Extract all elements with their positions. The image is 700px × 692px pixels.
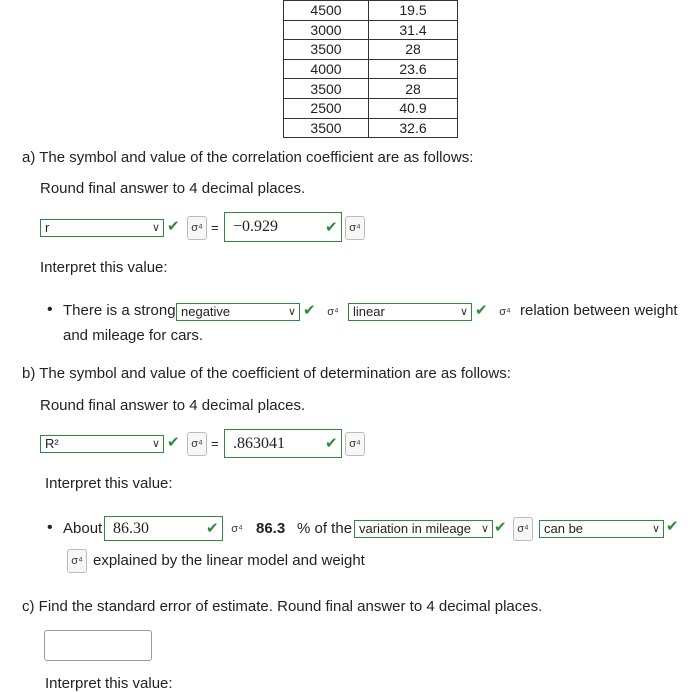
table-cell: 3500 — [284, 118, 369, 138]
table-cell: 23.6 — [369, 59, 458, 79]
check-icon: ✔ — [325, 219, 338, 236]
table-cell: 32.6 — [369, 118, 458, 138]
data-table — [283, 0, 458, 138]
part-b-value-input[interactable]: .863041 — [224, 429, 342, 458]
part-b-percent-input[interactable]: 86.30 — [104, 516, 223, 541]
table-cell: 28 — [369, 79, 458, 99]
check-icon: ✔ — [494, 519, 507, 536]
chevron-down-icon: ∨ — [287, 306, 296, 318]
equals-sign: = — [211, 220, 219, 235]
part-b-pct-of-the: % of the — [297, 520, 353, 537]
equation-key-icon[interactable]: σ⁴ — [327, 306, 339, 318]
part-b-question: b) The symbol and value of the coefficient of determination are as follows: — [22, 365, 511, 382]
table-cell: 40.9 — [369, 98, 458, 118]
check-icon: ✔ — [167, 218, 180, 235]
table-cell: 4500 — [284, 1, 369, 21]
chevron-down-icon: ∨ — [651, 523, 660, 535]
part-a-type-select[interactable] — [348, 303, 472, 321]
check-icon: ✔ — [303, 302, 316, 319]
table-row — [284, 98, 458, 118]
table-cell: 2500 — [284, 98, 369, 118]
part-a-interpret-label: Interpret this value: — [40, 259, 168, 276]
part-a-strength-select[interactable] — [176, 303, 300, 321]
check-icon: ✔ — [206, 520, 219, 537]
chevron-down-icon: ∨ — [480, 523, 489, 535]
table-row — [284, 1, 458, 21]
table-cell: 19.5 — [369, 1, 458, 21]
chevron-down-icon: ∨ — [459, 306, 468, 318]
select-value: negative — [181, 304, 231, 319]
bullet: • — [47, 301, 53, 318]
part-c-question: c) Find the standard error of estimate. Round final answer to 4 decimal places. — [22, 598, 543, 615]
part-b-round-note: Round final answer to 4 decimal places. — [40, 397, 306, 414]
part-a-value-input[interactable]: −0.929 — [224, 212, 342, 242]
chevron-down-icon: ∨ — [151, 222, 160, 234]
table-row — [284, 59, 458, 79]
check-icon: ✔ — [325, 435, 338, 452]
equation-key-icon[interactable]: σ⁴ — [513, 517, 533, 541]
bullet: • — [47, 519, 53, 536]
part-c-interpret-label: Interpret this value: — [45, 675, 173, 692]
part-a-relation-text: relation between weight — [520, 302, 678, 319]
equation-key-icon[interactable]: σ⁴ — [231, 523, 243, 535]
table-cell: 3500 — [284, 40, 369, 60]
part-b-percent-shown: 86.3 — [256, 520, 286, 537]
check-icon: ✔ — [167, 434, 180, 451]
table-cell: 28 — [369, 40, 458, 60]
table-cell: 3000 — [284, 20, 369, 40]
table-cell: 3500 — [284, 79, 369, 99]
part-b-explained-text: explained by the linear model and weight — [93, 552, 365, 569]
part-a-question: a) The symbol and value of the correlation coefficient are as follows: — [22, 149, 474, 166]
table-cell: 4000 — [284, 59, 369, 79]
select-value: variation in mileage — [359, 521, 472, 536]
equation-key-icon[interactable]: σ⁴ — [345, 216, 365, 240]
part-a-round-note: Round final answer to 4 decimal places. — [40, 180, 306, 197]
chevron-down-icon: ∨ — [151, 438, 160, 450]
select-value: linear — [353, 304, 385, 319]
equation-key-icon[interactable]: σ⁴ — [345, 432, 365, 456]
part-b-about-label: About — [63, 520, 103, 537]
part-b-variation-select[interactable] — [354, 520, 493, 538]
table-cell: 31.4 — [369, 20, 458, 40]
select-value: R² — [45, 436, 59, 451]
equation-key-icon[interactable]: σ⁴ — [499, 306, 511, 318]
equation-key-icon[interactable]: σ⁴ — [67, 549, 87, 573]
part-b-symbol-select[interactable] — [40, 435, 164, 453]
table-row — [284, 40, 458, 60]
select-value: can be — [544, 521, 584, 536]
part-c-answer-input[interactable] — [44, 630, 152, 661]
table-row — [284, 20, 458, 40]
check-icon: ✔ — [666, 518, 679, 535]
select-value: r — [45, 220, 50, 235]
part-a-symbol-select[interactable] — [40, 219, 164, 237]
part-a-bullet-prefix: There is a strong — [63, 302, 176, 319]
equation-key-icon[interactable]: σ⁴ — [187, 432, 207, 456]
part-a-bullet-line2: and mileage for cars. — [63, 327, 204, 344]
table-row — [284, 79, 458, 99]
part-b-can-be-select[interactable] — [539, 520, 664, 538]
equals-sign: = — [211, 436, 219, 451]
equation-key-icon[interactable]: σ⁴ — [187, 216, 207, 240]
table-row — [284, 118, 458, 138]
part-b-interpret-label: Interpret this value: — [45, 475, 173, 492]
check-icon: ✔ — [475, 302, 488, 319]
